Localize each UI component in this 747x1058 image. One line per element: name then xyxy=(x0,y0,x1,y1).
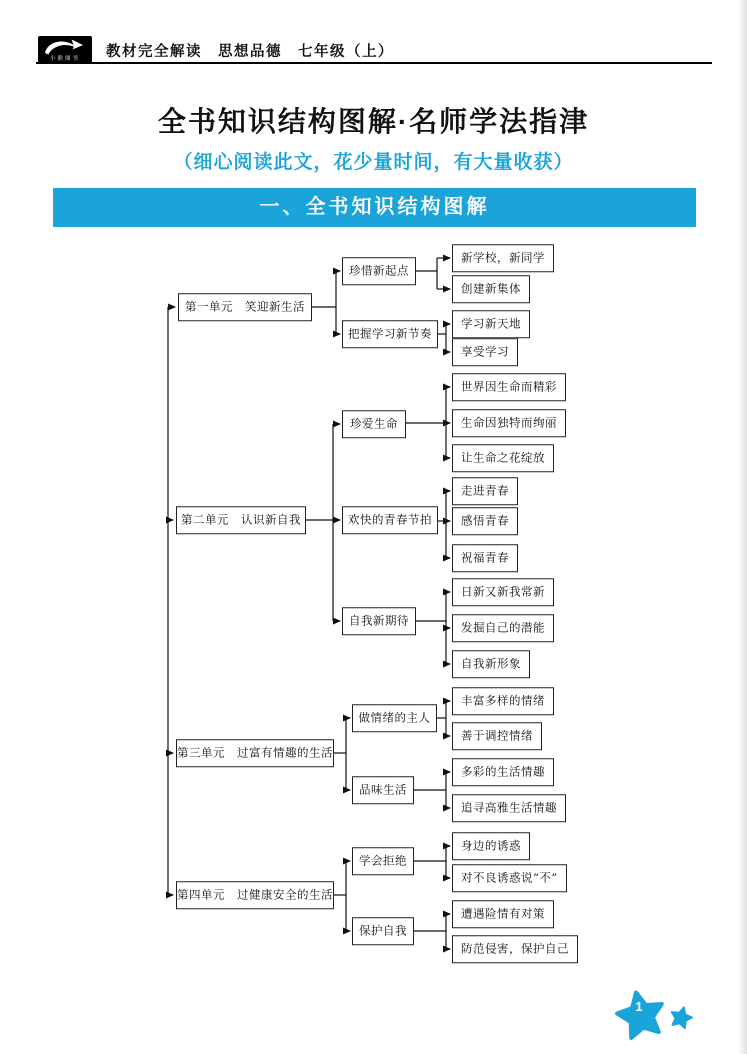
lesson-node: 做情绪的主人 xyxy=(352,704,437,732)
logo-text: 小熊图书 xyxy=(49,56,81,62)
small-star-icon xyxy=(669,1005,694,1030)
topic-node: 遭遇险情有对策 xyxy=(452,900,554,928)
topic-node: 新学校，新同学 xyxy=(452,244,554,272)
page-number-stars xyxy=(600,985,720,1058)
scan-edge-shadow xyxy=(738,0,747,1054)
lesson-node: 学会拒绝 xyxy=(352,847,414,875)
topic-node: 对不良诱惑说“不” xyxy=(452,864,567,892)
topic-node: 日新又新我常新 xyxy=(452,578,554,606)
topic-node: 追寻高雅生活情趣 xyxy=(452,794,566,822)
topic-node: 享受学习 xyxy=(452,338,518,366)
topic-node: 防范侵害，保护自己 xyxy=(452,935,578,963)
page-title: 全书知识结构图解·名师学法指津 xyxy=(157,106,590,137)
unit-node: 第一单元 笑迎新生活 xyxy=(178,293,312,321)
page-subtitle: （细心阅读此文，花少量时间，有大量收获） xyxy=(173,151,574,173)
topic-node: 学习新天地 xyxy=(452,310,530,338)
topic-node: 丰富多样的情绪 xyxy=(452,687,554,715)
lesson-node: 自我新期待 xyxy=(342,607,416,635)
topic-node: 创建新集体 xyxy=(452,275,530,303)
lesson-node: 珍爱生命 xyxy=(342,410,406,438)
topic-node: 生命因独特而绚丽 xyxy=(452,409,566,437)
unit-node: 第三单元 过富有情趣的生活 xyxy=(176,739,334,767)
topic-node: 感悟青春 xyxy=(452,507,518,535)
topic-node: 走进青春 xyxy=(452,477,518,505)
topic-node: 世界因生命而精彩 xyxy=(452,373,566,401)
lesson-node: 珍惜新起点 xyxy=(342,257,416,285)
topic-node: 让生命之花绽放 xyxy=(452,444,554,472)
header-series-title: 教材完全解读 思想品德 七年级（上） xyxy=(106,44,394,60)
unit-node: 第四单元 过健康安全的生活 xyxy=(176,881,334,909)
lesson-node: 欢快的青春节拍 xyxy=(342,506,438,534)
topic-node: 多彩的生活情趣 xyxy=(452,758,554,786)
lesson-node: 品味生活 xyxy=(352,776,414,804)
topic-node: 自我新形象 xyxy=(452,650,530,678)
lesson-node: 保护自我 xyxy=(352,917,414,945)
unit-node: 第二单元 认识新自我 xyxy=(176,506,306,534)
topic-node: 善于调控情绪 xyxy=(452,722,542,750)
page-number: 1 xyxy=(635,999,643,1014)
lesson-node: 把握学习新节奏 xyxy=(342,320,438,348)
topic-node: 发掘自己的潜能 xyxy=(452,614,554,642)
topic-node: 身边的诱惑 xyxy=(452,832,530,860)
section-banner: 一、全书知识结构图解 xyxy=(53,188,696,227)
topic-node: 祝福青春 xyxy=(452,544,518,572)
